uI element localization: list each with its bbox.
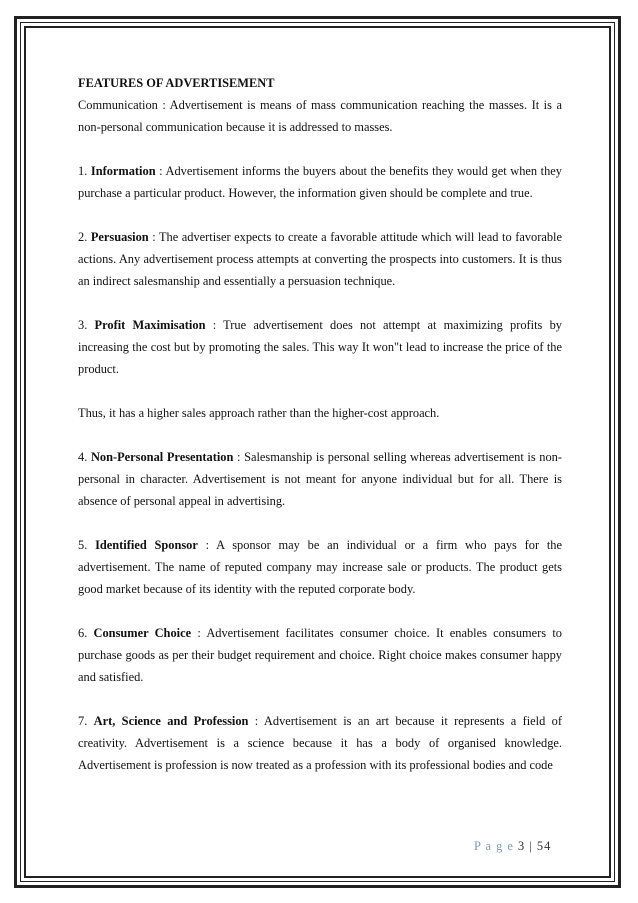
page-label: P a g e <box>474 839 514 853</box>
feature-item-7: 7. Art, Science and Profession : Advertisement is an art because it represents a field of creativity. Advertisement is a science because it has a body of organised knowledge. Advertisement is profession is now treated as a profession with its professional bodies and code <box>78 714 562 772</box>
intro-paragraph: Communication : Advertisement is means of mass communication reaching the masses. It is a non-personal communication because it is addressed to masses. <box>78 98 562 134</box>
section-heading: FEATURES OF ADVERTISEMENT <box>78 76 275 90</box>
note-paragraph: Thus, it has a higher sales approach rather than the higher-cost approach. <box>78 406 440 420</box>
feature-item-2: 2. Persuasion : The advertiser expects to create a favorable attitude which will lead to favorable actions. Any advertisement process attempts at converting the prospects into customers. It is thus an indirect salesmanship and essentially a persuasion technique. <box>78 230 562 288</box>
feature-title: Persuasion <box>90 230 149 244</box>
feature-title: Consumer Choice <box>93 626 192 640</box>
feature-title: Identified Sponsor <box>95 538 198 552</box>
feature-title: Art, Science and Profession <box>93 714 249 728</box>
feature-item-5: 5. Identified Sponsor : A sponsor may be an individual or a firm who pays for the advertisement. The name of reputed company may increase sale or products. The product gets good market because of its identity with the reputed corporate body. <box>78 538 562 596</box>
page-number: 3 | 54 <box>518 839 552 853</box>
feature-title: Non-Personal Presentation <box>90 450 234 464</box>
feature-item-6: 6. Consumer Choice : Advertisement facilitates consumer choice. It enables consumers to purchase goods as per their budget requirement and choice. Right choice makes consumer happy and satisfied. <box>78 626 562 684</box>
feature-item-3: 3. Profit Maximisation : True advertisement does not attempt at maximizing profits by increasing the cost but by promoting the sales. This way It won"t lead to increase the price of the product. <box>78 318 562 376</box>
feature-item-1: 1. Information : Advertisement informs the buyers about the benefits they would get when they purchase a particular product. However, the information given should be complete and true. <box>78 164 562 200</box>
document-body <box>78 62 562 776</box>
page-footer <box>474 839 551 854</box>
feature-item-4: 4. Non-Personal Presentation : Salesmanship is personal selling whereas advertisement is non-personal in character. Advertisement is not meant for anyone individual but for all. There is absence of personal appeal in advertising. <box>78 450 563 508</box>
feature-title: Profit Maximisation <box>94 318 206 332</box>
feature-title: Information <box>90 164 156 178</box>
